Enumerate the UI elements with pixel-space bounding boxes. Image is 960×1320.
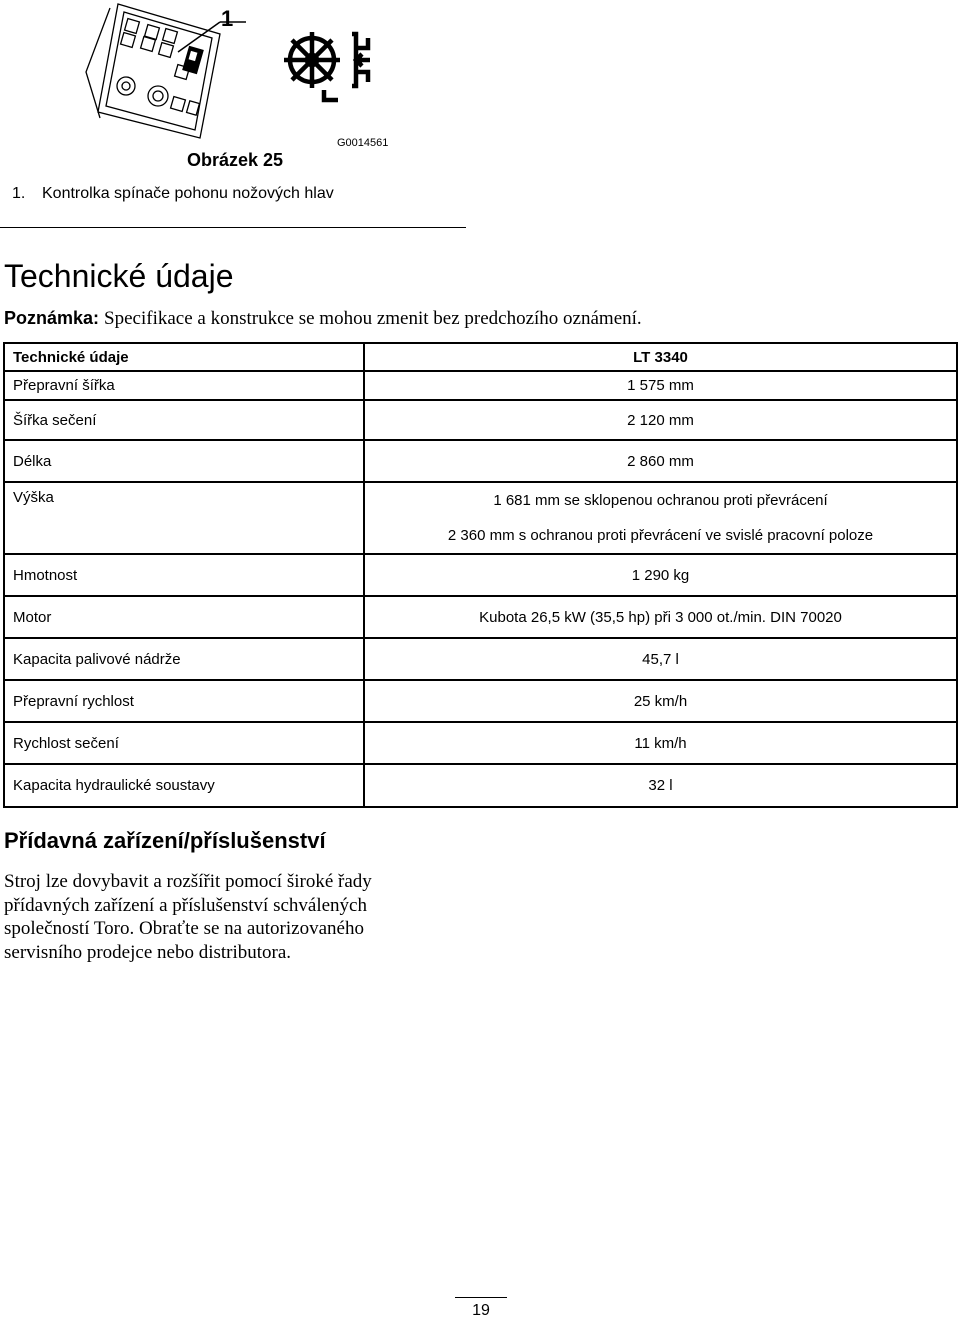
- table-header-row: [4, 343, 957, 371]
- figure-legend: [12, 185, 334, 203]
- table-row: [4, 482, 957, 554]
- blade-drive-engage-symbol: [284, 32, 370, 100]
- separator-rule: [0, 227, 466, 228]
- row-value: 2 120 mm: [364, 400, 957, 440]
- row-label: Délka: [4, 440, 364, 482]
- row-value: 1 575 mm: [364, 371, 957, 400]
- row-label: Šířka sečení: [4, 400, 364, 440]
- note: [4, 308, 642, 330]
- row-value: 2 860 mm: [364, 440, 957, 482]
- specs-table: [3, 342, 958, 808]
- table-row: [4, 722, 957, 764]
- accessories-title: Přídavná zařízení/příslušenství: [4, 828, 326, 853]
- footer-rule: [455, 1297, 507, 1298]
- row-value-line: 1 681 mm se sklopenou ochranou proti převrácení: [493, 492, 828, 509]
- row-value: Kubota 26,5 kW (35,5 hp) při 3 000 ot./min. DIN 70020: [364, 596, 957, 638]
- table-row: [4, 400, 957, 440]
- accessories-text: Stroj lze dovybavit a rozšířit pomocí široké řady přídavných zařízení a příslušenství schválených společností Toro. Obraťte se na autorizovaného servisního prodejce nebo distributora.: [4, 871, 372, 963]
- row-label: Hmotnost: [4, 554, 364, 596]
- table-row: [4, 371, 957, 400]
- row-label: Kapacita palivové nádrže: [4, 638, 364, 680]
- page-number: 19: [472, 1302, 490, 1319]
- row-value: 1 290 kg: [364, 554, 957, 596]
- row-label: Přepravní šířka: [4, 371, 364, 400]
- table-row: [4, 764, 957, 807]
- legend-number: 1.: [12, 185, 26, 202]
- row-label: Motor: [4, 596, 364, 638]
- figure-caption: Obrázek 25: [187, 150, 284, 170]
- note-label: Poznámka:: [4, 308, 100, 328]
- row-value: 32 l: [364, 764, 957, 807]
- header-label: Technické údaje: [4, 343, 364, 371]
- row-label: Rychlost sečení: [4, 722, 364, 764]
- table-row: [4, 680, 957, 722]
- row-label: Kapacita hydraulické soustavy: [4, 764, 364, 807]
- row-value: [364, 482, 957, 554]
- figure-code: G0014561: [337, 137, 389, 149]
- row-value: 25 km/h: [364, 680, 957, 722]
- table-row: [4, 638, 957, 680]
- row-label: Přepravní rychlost: [4, 680, 364, 722]
- figure-callout-number: 1: [221, 6, 234, 31]
- row-label: Výška: [4, 482, 364, 554]
- table-row: [4, 554, 957, 596]
- legend-text: Kontrolka spínače pohonu nožových hlav: [42, 185, 334, 202]
- note-text: Specifikace a konstrukce se mohou zmenit bez predchozího oznámení.: [104, 308, 642, 329]
- row-value: 11 km/h: [364, 722, 957, 764]
- section-title: Technické údaje: [4, 258, 234, 294]
- header-value: LT 3340: [364, 343, 957, 371]
- table-row: [4, 596, 957, 638]
- table-row: [4, 440, 957, 482]
- row-value: 45,7 l: [364, 638, 957, 680]
- row-value-line: 2 360 mm s ochranou proti převrácení ve svislé pracovní poloze: [447, 527, 874, 544]
